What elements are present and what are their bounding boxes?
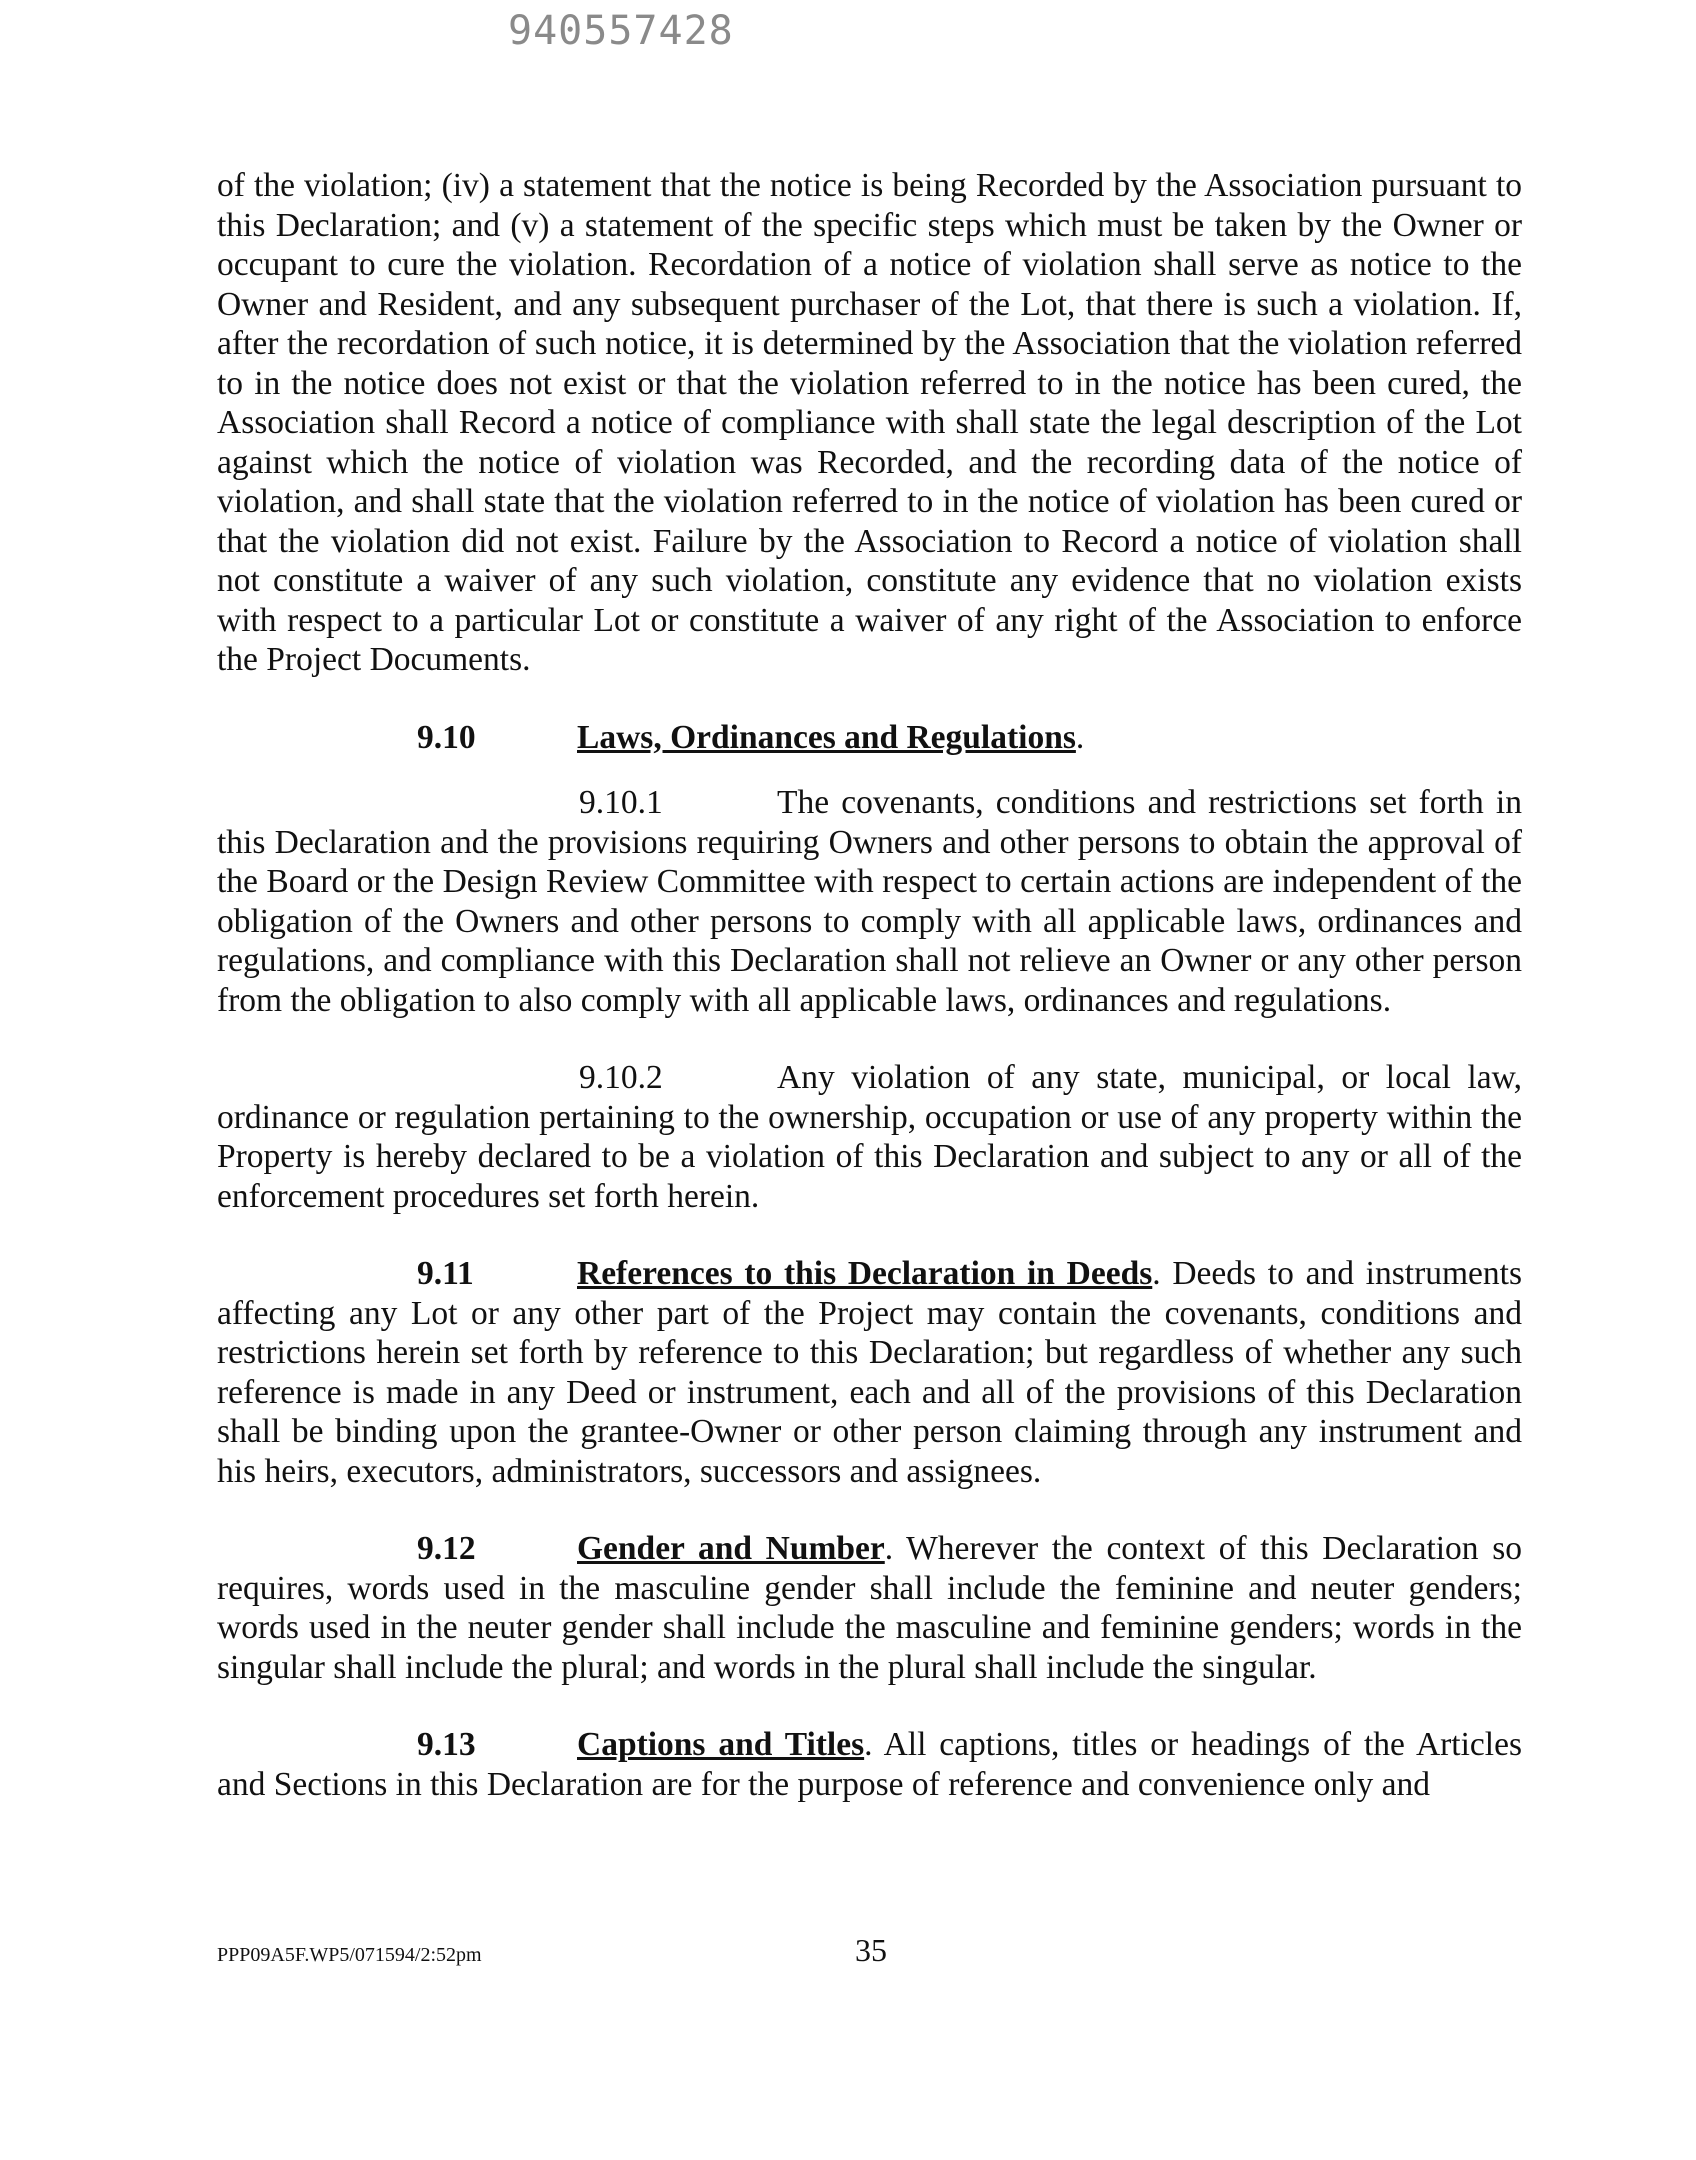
section-number: 9.12	[417, 1530, 476, 1567]
document-id-stamp: 940557428	[508, 8, 734, 54]
section-title: References to this Declaration in Deeds	[577, 1255, 1153, 1292]
section-number: 9.10	[417, 718, 476, 756]
section-title-suffix: .	[1075, 718, 1085, 756]
subsection-number: 9.10.2	[579, 1059, 663, 1096]
section-9-13	[217, 1725, 1522, 1804]
section-text: . All captions, titles or headings of the Articles and Sections in this Declaration are for the purpose of reference and convenience only and	[217, 1726, 1522, 1803]
subsection-number: 9.10.1	[579, 784, 663, 821]
document-body	[217, 166, 1522, 1804]
subsection-text: Any violation of any state, municipal, or local law, ordinance or regulation pertaining to the ownership, occupation or use of any property within the Property is hereby declared to be a violation of this Declaration and subject to any or all of the enforcement procedures set forth herein.	[217, 1059, 1522, 1215]
section-title: Laws, Ordinances and Regulations	[577, 718, 1076, 756]
section-title: Captions and Titles	[577, 1726, 865, 1763]
section-9-11	[217, 1254, 1522, 1491]
subsection-9-10-2	[217, 1058, 1522, 1216]
footer-file-code: PPP09A5F.WP5/071594/2:52pm	[217, 1944, 482, 1966]
section-number: 9.11	[417, 1255, 474, 1292]
subsection-9-10-1	[217, 783, 1522, 1020]
section-9-10-heading	[217, 718, 1522, 758]
section-text: . Wherever the context of this Declaration so requires, words used in the masculine gender shall include the feminine and neuter genders; words used in the neuter gender shall include the masculine and feminine genders; words in the singular shall include the plural; and words in the plural shall include the singular.	[217, 1530, 1522, 1686]
page-number: 35	[855, 1932, 887, 1968]
section-number: 9.13	[417, 1726, 476, 1763]
section-title: Gender and Number	[577, 1530, 885, 1567]
section-text: . Deeds to and instruments affecting any Lot or any other part of the Project may contain the covenants, conditions and restrictions herein set forth by reference to this Declaration; but regardless of whether any such reference is made in any Deed or instrument, each and all of the provisions of this Declaration shall be binding upon the grantee-Owner or other person claiming through any instrument and his heirs, executors, administrators, successors and assignees.	[217, 1255, 1522, 1490]
paragraph-violation-notice: of the violation; (iv) a statement that the notice is being Recorded by the Association pursuant to this Declaration; and (v) a statement of the specific steps which must be taken by the Owner or occupant to cure the violation. Recordation of a notice of violation shall serve as notice to the Owner and Resident, and any subsequent purchaser of the Lot, that there is such a violation. If, after the recordation of such notice, it is determined by the Association that the violation referred to in the notice does not exist or that the violation referred to in the notice has been cured, the Association shall Record a notice of compliance with shall state the legal description of the Lot against which the notice of violation was Recorded, and the recording data of the notice of violation, and shall state that the violation referred to in the notice of violation has been cured or that the violation did not exist. Failure by the Association to Record a notice of violation shall not constitute a waiver of any such violation, constitute any evidence that no violation exists with respect to a particular Lot or constitute a waiver of any right of the Association to enforce the Project Documents.	[217, 167, 1522, 678]
subsection-text: The covenants, conditions and restrictions set forth in this Declaration and the provisions requiring Owners and other persons to obtain the approval of the Board or the Design Review Committee with respect to certain actions are independent of the obligation of the Owners and other persons to comply with all applicable laws, ordinances and regulations, and compliance with this Declaration shall not relieve an Owner or any other person from the obligation to also comply with all applicable laws, ordinances and regulations.	[217, 784, 1522, 1019]
section-9-12	[217, 1529, 1522, 1687]
